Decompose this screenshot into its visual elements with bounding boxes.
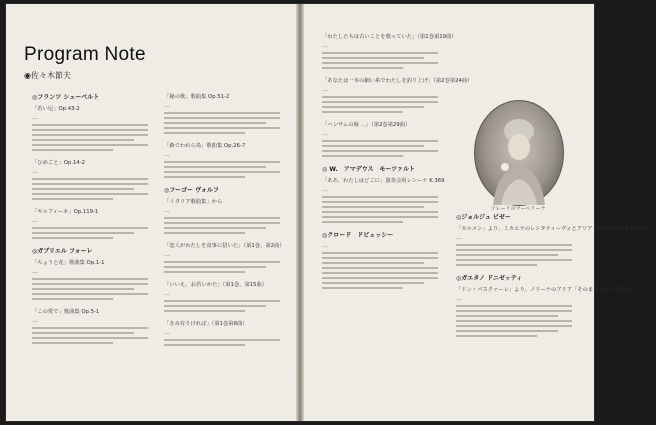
piece-title: 「きみ有りければ」（第1巻第8曲） [164, 321, 248, 327]
illegible-text: … [322, 242, 329, 249]
illegible-text: … [164, 329, 171, 336]
piece-title: 「森でわれら鳥」歌曲集 Op.26-7 [164, 143, 246, 149]
piece-title: 「若い尼」Op.43-2 [32, 106, 80, 112]
piece-title: 「この愛で」歌曲集 Op.5-1 [32, 309, 100, 315]
body-text-lines [322, 140, 438, 157]
section-piece [164, 241, 285, 273]
section-mozart [322, 164, 445, 223]
illegible-text: … [164, 251, 171, 258]
section-piece [322, 76, 473, 113]
section-piece [32, 158, 148, 200]
piece-title: 「わたしたちは古いことを歌っていた」（第1巻第19曲） [322, 34, 457, 40]
illegible-text: … [164, 102, 171, 109]
text-column-1 [32, 92, 148, 392]
composer-heading: ◎ガブリエル フォーレ [32, 248, 93, 255]
body-text-lines [32, 278, 148, 300]
piece-title: 「秘の歌」歌曲集 Op.51-2 [164, 94, 230, 100]
illegible-text: … [164, 207, 171, 214]
illegible-text: … [322, 186, 329, 193]
section-piece [32, 207, 148, 239]
composer-heading: ◎フーゴー ヴォルフ [164, 187, 219, 194]
illegible-text: … [32, 168, 39, 175]
illegible-text: … [456, 234, 463, 241]
text-column-2 [164, 92, 285, 392]
text-column-3 [322, 32, 473, 332]
body-text-lines [456, 244, 572, 266]
piece-title: 「あなたは一本の細い糸でわたしを釣り上げ」（第2巻第24曲） [322, 78, 473, 84]
piece-title: 「ちょうと花」歌曲集 Op.1-1 [32, 260, 105, 266]
composer-heading: ◎クロード ドビュッシー [322, 232, 394, 239]
piece-title: 「いいえ、お若いかた」（第1巻、第15曲） [164, 282, 268, 288]
page-title: Program Note [24, 44, 146, 65]
body-text-lines [164, 339, 280, 346]
body-text-lines [322, 52, 438, 69]
body-text-lines [322, 196, 438, 223]
author-line: ◉佐々木節夫 [24, 71, 71, 80]
section-wolf [164, 185, 280, 234]
illegible-text: … [32, 268, 39, 275]
illegible-text: … [32, 114, 39, 121]
illegible-text: … [322, 86, 329, 93]
illegible-text: … [32, 217, 39, 224]
section-debussy [322, 230, 438, 289]
body-text-lines [322, 96, 438, 113]
portrait-figure [475, 101, 563, 205]
section-schubert [32, 92, 148, 151]
section-piece [32, 307, 148, 344]
body-text-lines [322, 252, 438, 289]
text-column-4 [456, 212, 656, 407]
body-text-lines [32, 178, 148, 200]
illegible-text: … [164, 290, 171, 297]
section-bizet [456, 212, 656, 266]
body-text-lines [164, 217, 280, 234]
section-piece [164, 141, 280, 178]
piece-title: 「ハンサムの娘 …」（第2巻第29曲） [322, 122, 411, 128]
section-piece [164, 92, 280, 134]
photo-caption: ソレーリのマーベリーナ [490, 206, 546, 212]
section-faure [32, 246, 148, 300]
piece-title: 「イタリア歌曲集」から [164, 199, 223, 205]
section-piece [164, 280, 280, 312]
composer-heading: ◎ガエタノ ドニゼッティ [456, 275, 523, 282]
body-text-lines [164, 300, 280, 312]
section-piece [164, 319, 280, 346]
singer-portrait-photo [474, 100, 564, 206]
booklet-spread [6, 4, 656, 421]
body-text-lines [32, 124, 148, 151]
piece-title: 「恋人がわたしを食事に招いた」（第1巻、第2曲） [164, 243, 285, 249]
body-text-lines [164, 112, 280, 134]
body-text-lines [456, 305, 572, 337]
piece-title: 「ギルフィーネ」Op.119-1 [32, 209, 99, 215]
body-text-lines [32, 327, 148, 344]
composer-heading: ◎フランツ シューベルト [32, 94, 100, 101]
section-piece [322, 120, 438, 157]
illegible-text: … [456, 295, 463, 302]
body-text-lines [164, 261, 280, 273]
piece-title: 「カルメン」より、ミカエラのレシタティーヴォとアリア「何も恐れるものはない」 [456, 226, 656, 232]
composer-heading: ◎ジョルジュ ビゼー [456, 214, 511, 221]
illegible-text: … [164, 151, 171, 158]
left-page [6, 4, 298, 421]
piece-title: 「ああ、わたしはどこに」演奏会用レシーテ K.369 [322, 178, 445, 184]
composer-heading: ◎ W. アマデウス モーツァルト [322, 166, 416, 173]
body-text-lines [164, 161, 280, 178]
section-piece [322, 32, 457, 69]
illegible-text: … [322, 42, 329, 49]
illegible-text: … [32, 317, 39, 324]
body-text-lines [32, 227, 148, 239]
piece-title: 「ドン・パスクァーレ」より、ノリーナのアリア「そのまなざしに小鳥は」 [456, 287, 636, 293]
illegible-text: … [322, 130, 329, 137]
piece-title: 「ひめごと」Op.14-2 [32, 160, 86, 166]
section-donizetti [456, 273, 636, 337]
